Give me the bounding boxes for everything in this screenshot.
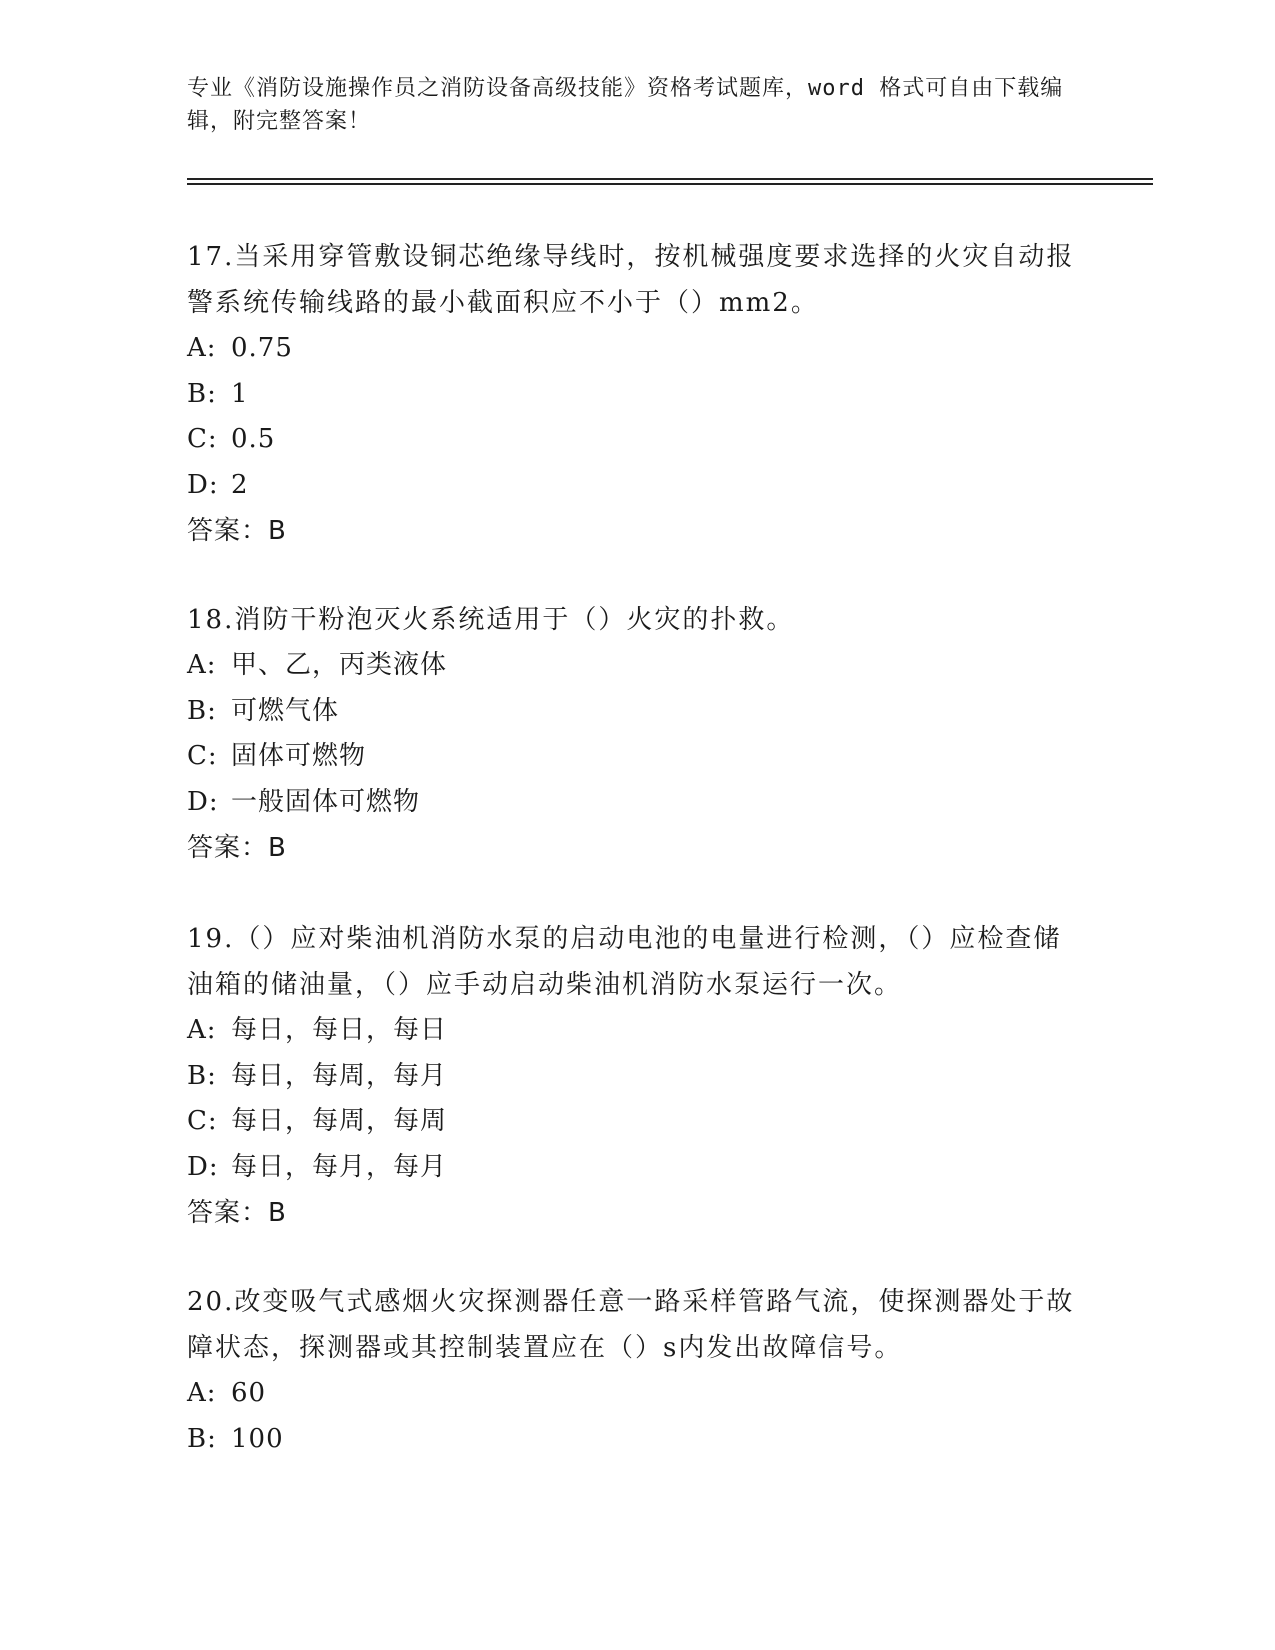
option-text: 甲、乙，丙类液体 — [231, 650, 448, 680]
option-letter: D: — [187, 469, 219, 500]
question-stem: 17.当采用穿管敷设铜芯绝缘导线时，按机械强度要求选择的火灾自动报警系统传输线路的最小截面积应不小于（）mm2。 — [187, 242, 1075, 318]
option-c — [187, 734, 1087, 780]
option-a — [187, 1371, 1087, 1417]
option-text: 每日，每周，每周 — [231, 1106, 448, 1136]
document-intro: 专业《消防设施操作员之消防设备高级技能》资格考试题库，word 格式可自由下载编辑，附完整答案！ — [187, 76, 1064, 134]
answer-label: 答案： — [187, 833, 269, 863]
option-b — [187, 689, 1087, 735]
option-text: 60 — [231, 1378, 267, 1408]
option-d — [187, 1145, 1087, 1191]
answer-label: 答案： — [187, 516, 269, 546]
option-text: 可燃气体 — [231, 695, 340, 726]
option-b — [187, 1417, 1087, 1463]
option-letter: B: — [187, 1423, 217, 1454]
option-letter: C: — [187, 1106, 218, 1136]
option-b — [187, 372, 1087, 418]
option-text: 每日，每周，每月 — [231, 1060, 448, 1091]
answer-value: B — [268, 833, 287, 863]
header-divider-bottom — [187, 183, 1153, 185]
question-stem: 19.（）应对柴油机消防水泵的启动电池的电量进行检测，（）应检查储油箱的储油量，（）应手动启动柴油机消防水泵运行一次。 — [187, 924, 1062, 1000]
answer-line — [187, 825, 1087, 871]
option-text: 100 — [231, 1423, 284, 1454]
option-letter: B: — [187, 1060, 217, 1091]
option-d — [187, 780, 1087, 826]
option-text: 每日，每日，每日 — [231, 1015, 448, 1045]
header-divider-top — [187, 178, 1153, 180]
option-letter: B: — [187, 695, 217, 726]
answer-value: B — [268, 516, 287, 546]
answer-label: 答案： — [187, 1198, 269, 1228]
option-b — [187, 1054, 1087, 1100]
option-text: 0.75 — [231, 333, 293, 363]
answer-line — [187, 1190, 1087, 1236]
option-text: 0.5 — [231, 424, 276, 454]
option-text: 固体可燃物 — [231, 741, 367, 771]
answer-line — [187, 508, 1087, 554]
option-letter: C: — [187, 741, 218, 771]
option-letter: A: — [187, 333, 217, 363]
option-d — [187, 463, 1087, 509]
option-a — [187, 643, 1087, 689]
option-letter: C: — [187, 424, 218, 454]
question-17 — [187, 234, 1087, 554]
option-letter: D: — [187, 786, 219, 817]
question-19 — [187, 916, 1087, 1236]
answer-value: B — [268, 1198, 287, 1228]
question-stem: 20.改变吸气式感烟火灾探测器任意一路采样管路气流，使探测器处于故障状态，探测器或其控制装置应在（）s内发出故障信号。 — [187, 1287, 1075, 1363]
option-text: 每日，每月，每月 — [231, 1151, 448, 1182]
option-letter: A: — [187, 1015, 217, 1045]
question-18 — [187, 597, 1087, 871]
option-text: 一般固体可燃物 — [231, 786, 421, 817]
option-letter: A: — [187, 1378, 217, 1408]
option-letter: B: — [187, 378, 217, 409]
option-a — [187, 1008, 1087, 1054]
option-letter: D: — [187, 1151, 219, 1182]
option-letter: A: — [187, 650, 217, 680]
option-text: 1 — [231, 378, 249, 409]
option-c — [187, 417, 1087, 463]
option-a — [187, 326, 1087, 372]
question-stem: 18.消防干粉泡灭火系统适用于（）火灾的扑救。 — [187, 605, 795, 635]
option-text: 2 — [231, 469, 249, 500]
question-20 — [187, 1279, 1087, 1462]
option-c — [187, 1099, 1087, 1145]
